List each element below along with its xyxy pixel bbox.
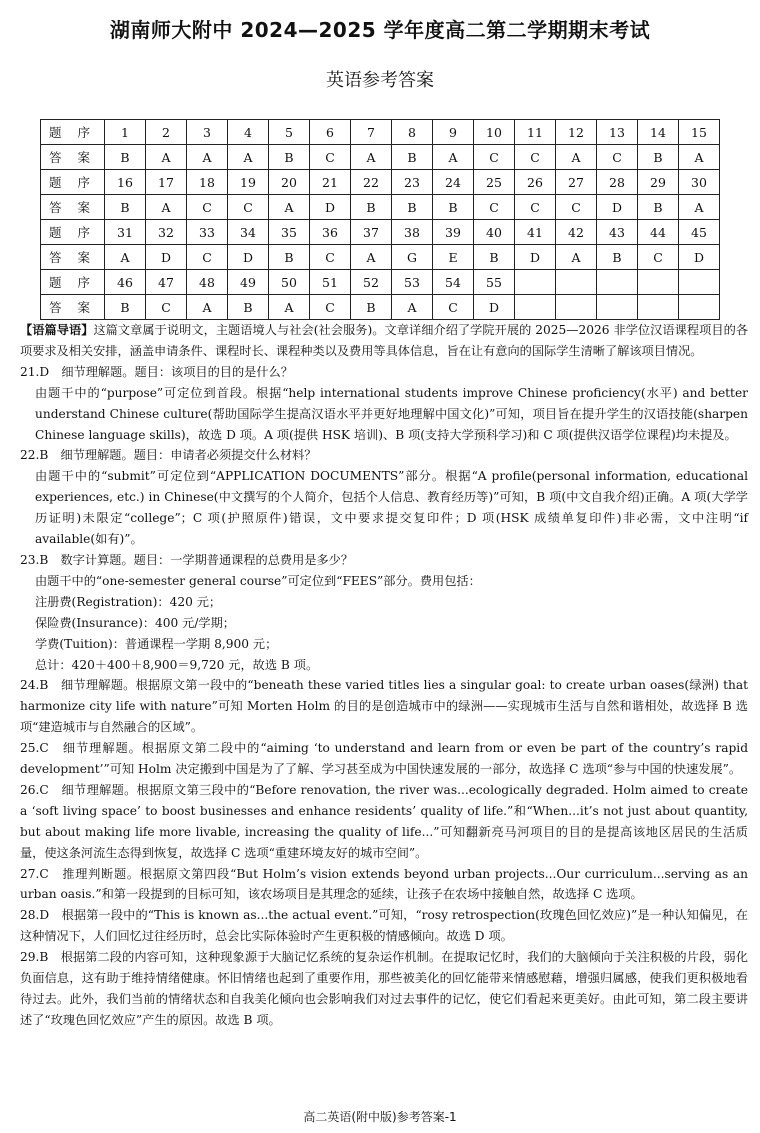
question-number: 31 — [105, 220, 146, 245]
answer-cell: A — [269, 195, 310, 220]
question-row — [41, 120, 720, 145]
intro-text: 这篇文章属于说明文，主题语境人与社会(社会服务)。文章详细介绍了学院开展的 2025—2026 非学位汉语课程项目的各项要求及相关安排，涵盖申请条件、课程时长、课程种类以及费用等具体信息，旨在让有意向的国际学生清晰了解该项目情况。 — [20, 323, 749, 358]
question-number: 53 — [392, 270, 433, 295]
explanation-line: 由题干中的“purpose”可定位到首段。根据“help international students improve Chinese proficiency(水平) and better understand Chinese culture(帮助国际学生提高汉语水平并更好地理解中国文化)”可知，项目旨在提升学生的汉语技能(sharpen Chinese language skills)，故选 D 项。A 项(提供 HSK 培训)、B 项(支持大学预科学习)和 C 项(提供汉语学位课程)均未提及。 — [35, 385, 748, 442]
intro-label: 【语篇导语】 — [20, 323, 94, 337]
answer-cell — [679, 295, 720, 320]
question-row — [41, 270, 720, 295]
answer-cell: C — [433, 295, 474, 320]
answer-cell: B — [105, 195, 146, 220]
answer-table — [40, 119, 720, 320]
question-number: 5 — [269, 120, 310, 145]
explanation-heading: 21.D 细节理解题。题目：该项目的目的是什么？ — [20, 364, 293, 379]
question-number: 24 — [433, 170, 474, 195]
question-number: 55 — [474, 270, 515, 295]
explanation-item — [20, 550, 748, 675]
question-number: 50 — [269, 270, 310, 295]
row-header: 答 案 — [41, 195, 105, 220]
answer-cell: B — [269, 245, 310, 270]
explanation-item — [20, 947, 748, 1031]
answer-cell: D — [679, 245, 720, 270]
question-number: 12 — [556, 120, 597, 145]
answer-cell: A — [556, 245, 597, 270]
answer-cell: D — [597, 195, 638, 220]
question-number: 13 — [597, 120, 638, 145]
answer-cell — [597, 295, 638, 320]
row-header: 题 序 — [41, 120, 105, 145]
question-number: 8 — [392, 120, 433, 145]
answer-cell: B — [105, 295, 146, 320]
row-header: 题 序 — [41, 220, 105, 245]
answer-cell: D — [515, 245, 556, 270]
answer-cell: C — [515, 195, 556, 220]
question-number: 25 — [474, 170, 515, 195]
answer-row — [41, 295, 720, 320]
question-number: 23 — [392, 170, 433, 195]
answer-cell: A — [187, 145, 228, 170]
answer-cell: D — [146, 245, 187, 270]
answer-cell: B — [638, 195, 679, 220]
question-number — [597, 270, 638, 295]
answer-cell: A — [228, 145, 269, 170]
answer-cell: C — [638, 245, 679, 270]
explanation-line: 保险费(Insurance)：400 元/学期； — [35, 615, 235, 630]
question-number: 38 — [392, 220, 433, 245]
explanation-heading: 28.D 根据第一段中的“This is known as...the actual event.”可知，“rosy retrospection(玫瑰色回忆效应)”是一种认知偏见，在这种情况下，人们回忆过往经历时，总会比实际体验时产生更积极的情感倾向。故选 D 项。 — [20, 908, 748, 944]
explanations — [20, 320, 748, 1031]
question-row — [41, 220, 720, 245]
question-number: 44 — [638, 220, 679, 245]
answer-cell: A — [146, 195, 187, 220]
question-number: 22 — [351, 170, 392, 195]
answer-cell: C — [146, 295, 187, 320]
question-number: 40 — [474, 220, 515, 245]
question-number — [638, 270, 679, 295]
answer-cell: B — [474, 245, 515, 270]
question-number: 10 — [474, 120, 515, 145]
question-number: 45 — [679, 220, 720, 245]
question-number — [515, 270, 556, 295]
question-number: 48 — [187, 270, 228, 295]
answer-cell: C — [474, 145, 515, 170]
question-number — [679, 270, 720, 295]
question-number: 19 — [228, 170, 269, 195]
question-number: 6 — [310, 120, 351, 145]
answer-row — [41, 145, 720, 170]
answer-cell — [638, 295, 679, 320]
answer-cell: C — [187, 245, 228, 270]
answer-cell: A — [556, 145, 597, 170]
explanation-line: 注册费(Registration)：420 元； — [35, 594, 222, 609]
explanation-heading: 29.B 根据第二段的内容可知，这种现象源于大脑记忆系统的复杂运作机制。在提取记忆时，我们的大脑倾向于关注积极的片段，弱化负面信息，这有助于维持情绪健康。怀旧情绪也起到了重要作用，那些被美化的回忆能带来情感慰藉，增强归属感，使我们更积极地看待过去。此外，我们当前的情绪状态和自我美化倾向也会影响我们对过去事件的记忆，使它们看起来更美好。由此可知，第二段主要讲述了“玫瑰色回忆效应”产生的原因。故选 B 项。 — [20, 950, 748, 1027]
answer-cell: B — [597, 245, 638, 270]
answer-cell: C — [515, 145, 556, 170]
question-number: 4 — [228, 120, 269, 145]
answer-cell: C — [310, 245, 351, 270]
question-number: 7 — [351, 120, 392, 145]
explanation-item — [20, 864, 748, 906]
explanation-line: 总计：420＋400＋8,900＝9,720 元，故选 B 项。 — [35, 657, 319, 672]
question-number: 29 — [638, 170, 679, 195]
answer-cell: D — [474, 295, 515, 320]
question-number: 27 — [556, 170, 597, 195]
row-header: 答 案 — [41, 295, 105, 320]
question-number: 17 — [146, 170, 187, 195]
question-number: 9 — [433, 120, 474, 145]
answer-row — [41, 245, 720, 270]
answer-cell: A — [392, 295, 433, 320]
question-number: 3 — [187, 120, 228, 145]
explanation-heading: 22.B 细节理解题。题目：申请者必须提交什么材料？ — [20, 448, 317, 463]
question-number: 42 — [556, 220, 597, 245]
answer-cell: C — [187, 195, 228, 220]
question-number: 30 — [679, 170, 720, 195]
question-number: 26 — [515, 170, 556, 195]
question-number: 28 — [597, 170, 638, 195]
question-number: 11 — [515, 120, 556, 145]
answer-cell: B — [433, 195, 474, 220]
page-title: 湖南师大附中 2024—2025 学年度高二第二学期期末考试 — [109, 18, 651, 42]
answer-cell: B — [351, 295, 392, 320]
explanation-item — [20, 780, 748, 864]
question-number: 37 — [351, 220, 392, 245]
explanation-item — [20, 738, 748, 780]
question-number: 43 — [597, 220, 638, 245]
answer-cell: A — [351, 245, 392, 270]
answer-cell: A — [105, 245, 146, 270]
row-header: 答 案 — [41, 245, 105, 270]
explanation-heading: 26.C 细节理解题。根据原文第三段中的“Before renovation, the river was...ecologically degraded. Holm aimed to create a ‘soft living space’ to boost businesses and enhance residents’ quality of life.”和“When...it’s not just about quantity, but about making life more livable, increasing the quality of life...”可知翻新亮马河项目的目的是提高该地区居民的生活质量，使这条河流生态得到恢复，故选择 C 选项“重建环境友好的城市空间”。 — [20, 782, 748, 860]
explanation-item — [20, 675, 748, 738]
explanation-heading: 24.B 细节理解题。根据原文第一段中的“beneath these varied titles lies a singular goal: to create urban oases(绿洲) that harmonize city life with nature”可知 Morten Holm 的目的是创造城市中的绿洲——实现城市生活与自然和谐相处，故选择 B 选项“建造城市与自然融合的区域”。 — [20, 678, 748, 735]
answer-cell: D — [228, 245, 269, 270]
row-header: 题 序 — [41, 170, 105, 195]
question-number: 39 — [433, 220, 474, 245]
answer-cell: B — [105, 145, 146, 170]
explanation-line: 由题干中的“one-semester general course”可定位到“FEES”部分。费用包括： — [35, 573, 481, 588]
explanation-line: 学费(Tuition)：普通课程一学期 8,900 元； — [35, 636, 278, 651]
answer-cell: C — [474, 195, 515, 220]
question-number: 54 — [433, 270, 474, 295]
question-number: 49 — [228, 270, 269, 295]
explanation-heading: 23.B 数字计算题。题目：一学期普通课程的总费用是多少？ — [20, 552, 354, 567]
question-number: 52 — [351, 270, 392, 295]
question-number: 15 — [679, 120, 720, 145]
answer-row — [41, 195, 720, 220]
explanation-line: 由题干中的“submit”可定位到“APPLICATION DOCUMENTS”部分。根据“A profile(personal information, educational experiences, etc.) in Chinese(中文撰写的个人简介，包括个人信息、教育经历等)”可知，B 项(中文自我介绍)正确。A 项(大学学历证明)未限定“college”；C 项(护照原件)错误，文中要求提交复印件；D 项(HSK 成绩单复印件)非必需，文中注明“if available(如有)”。 — [35, 469, 748, 547]
question-number: 46 — [105, 270, 146, 295]
question-number: 35 — [269, 220, 310, 245]
question-number: 47 — [146, 270, 187, 295]
answer-cell: A — [269, 295, 310, 320]
question-number: 1 — [105, 120, 146, 145]
answer-cell: A — [679, 195, 720, 220]
answer-cell — [556, 295, 597, 320]
question-number: 36 — [310, 220, 351, 245]
answer-cell: C — [310, 295, 351, 320]
explanation-item — [20, 905, 748, 947]
row-header: 题 序 — [41, 270, 105, 295]
passage-intro — [20, 320, 748, 362]
answer-cell: G — [392, 245, 433, 270]
answer-cell: A — [187, 295, 228, 320]
question-row — [41, 170, 720, 195]
question-number: 32 — [146, 220, 187, 245]
page-subtitle: 英语参考答案 — [326, 70, 434, 91]
answer-cell: A — [433, 145, 474, 170]
question-number: 21 — [310, 170, 351, 195]
answer-cell: C — [228, 195, 269, 220]
explanation-heading: 25.C 细节理解题。根据原文第二段中的“aiming ‘to understand and learn from or even be part of the country’s rapid development’”可知 Holm 决定搬到中国是为了了解、学习甚至成为中国快速发展的一部分，故选择 C 选项“参与中国的快速发展”。 — [20, 741, 748, 777]
explanation-item — [20, 445, 748, 550]
page-footer: 高二英语(附中版)参考答案-1 — [303, 1110, 457, 1124]
question-number: 33 — [187, 220, 228, 245]
question-number: 20 — [269, 170, 310, 195]
question-number: 41 — [515, 220, 556, 245]
question-number: 2 — [146, 120, 187, 145]
answer-cell — [515, 295, 556, 320]
answer-cell: C — [556, 195, 597, 220]
question-number — [556, 270, 597, 295]
answer-cell: B — [351, 195, 392, 220]
question-number: 14 — [638, 120, 679, 145]
answer-cell: B — [269, 145, 310, 170]
question-number: 16 — [105, 170, 146, 195]
question-number: 51 — [310, 270, 351, 295]
answer-cell: A — [146, 145, 187, 170]
explanation-heading: 27.C 推理判断题。根据原文第四段“But Holm’s vision extends beyond urban projects...Our curriculum...serving as an urban oasis.”和第一段提到的目标可知，该农场项目是其理念的延续，让孩子在农场中接触自然，故选择 C 选项。 — [20, 866, 748, 902]
explanation-item — [20, 362, 748, 446]
answer-cell: D — [310, 195, 351, 220]
answer-cell: A — [679, 145, 720, 170]
answer-cell: B — [638, 145, 679, 170]
answer-cell: B — [392, 145, 433, 170]
answer-cell: E — [433, 245, 474, 270]
answer-cell: A — [351, 145, 392, 170]
question-number: 18 — [187, 170, 228, 195]
answer-cell: C — [310, 145, 351, 170]
row-header: 答 案 — [41, 145, 105, 170]
question-number: 34 — [228, 220, 269, 245]
answer-cell: B — [228, 295, 269, 320]
answer-cell: C — [597, 145, 638, 170]
answer-cell: B — [392, 195, 433, 220]
